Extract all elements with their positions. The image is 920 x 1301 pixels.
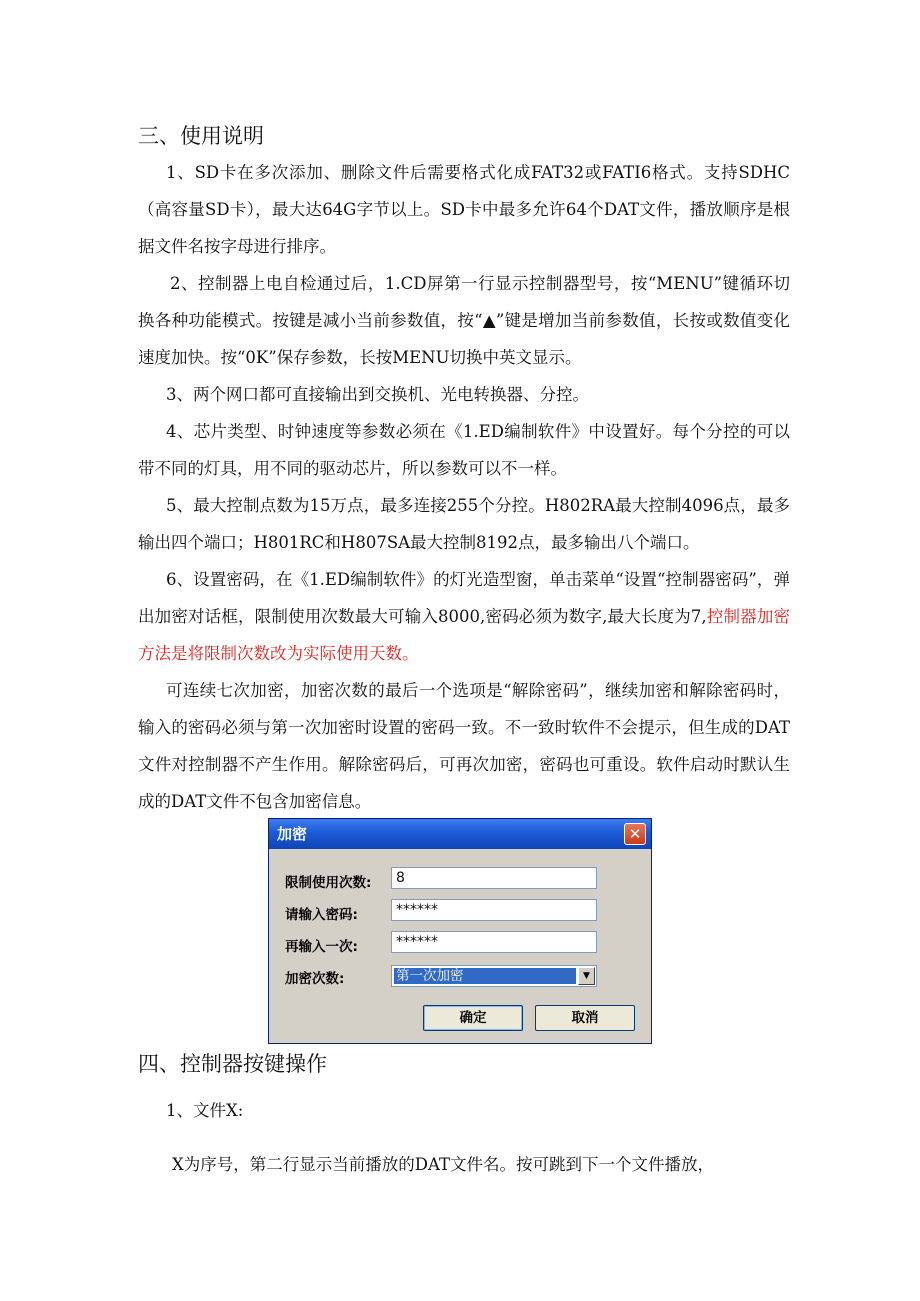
confirm-password-input[interactable]: ****** [391,931,597,953]
cancel-button[interactable]: 取消 [535,1005,635,1031]
paragraph-6 [138,561,790,672]
item-file-x: 1、文件X: [166,1101,244,1120]
password-input[interactable]: ****** [391,899,597,921]
encrypt-times-value: 第一次加密 [394,968,576,984]
limit-count-label: 限制使用次数: [285,875,372,891]
close-icon[interactable]: ✕ [624,823,646,845]
dialog-titlebar [269,819,651,849]
paragraph-5: 5、最大控制点数为15万点，最多连接255个分控。H802RA最大控制4096点，最多输出四个端口；H801RC和H807SA最大控制8192点，最多输出八个端口。 [138,496,790,552]
password-label: 请输入密码: [285,907,358,923]
paragraph-2: 2、控制器上电自检通过后，1.CD屏第一行显示控制器型号，按“MENU”键循环切换各种功能模式。按键是减小当前参数值，按“▲”键是增加当前参数值，长按或数值变化速度加快。按“0K”保存参数，长按MENU切换中英文显示。 [138,274,790,367]
encrypt-dialog [268,818,652,1044]
paragraph-6-text: 6、设置密码，在《1.ED编制软件》的灯光造型窗，单击菜单“设置“控制器密码”，弹出加密对话框，限制使用次数最大可输入8000,密码必须为数字,最大长度为7, [138,570,790,626]
limit-count-input[interactable]: 8 [391,867,597,889]
encrypt-times-select[interactable] [391,965,597,987]
paragraph-3: 3、两个网口都可直接输出到交换机、光电转换器、分控。 [166,385,589,404]
chevron-down-icon[interactable]: ▼ [578,967,595,985]
paragraph-file-x: X为序号，第二行显示当前播放的DAT文件名。按可跳到下一个文件播放， [172,1155,714,1174]
ok-button[interactable]: 确定 [423,1005,523,1031]
paragraph-4: 4、芯片类型、时钟速度等参数必须在《1.ED编制软件》中设置好。每个分控的可以带不同的灯具，用不同的驱动芯片，所以参数可以不一样。 [138,422,790,478]
section-heading-key-operation: 四、控制器按键操作 [138,1052,327,1076]
paragraph-1: 1、SD卡在多次添加、删除文件后需要格式化成FAT32或FATI6格式。支持SDHC（高容量SD卡），最大达64G字节以上。SD卡中最多允许64个DAT文件，播放顺序是根据文件名按字母进行排序。 [138,163,790,256]
section-heading-usage: 三、使用说明 [138,124,264,148]
paragraph-7: 可连续七次加密，加密次数的最后一个选项是“解除密码”，继续加密和解除密码时，输入的密码必须与第一次加密时设置的密码一致。不一致时软件不会提示，但生成的DAT文件对控制器不产生作用。解除密码后，可再次加密，密码也可重设。软件启动时默认生成的DAT文件不包含加密信息。 [138,681,790,811]
confirm-password-label: 再输入一次: [285,939,358,955]
encrypt-times-label: 加密次数: [285,971,345,987]
dialog-title: 加密 [277,825,308,843]
paragraph-6-red-note: 控制器加密方法是将限制次数改为实际使用天数。 [138,607,791,663]
